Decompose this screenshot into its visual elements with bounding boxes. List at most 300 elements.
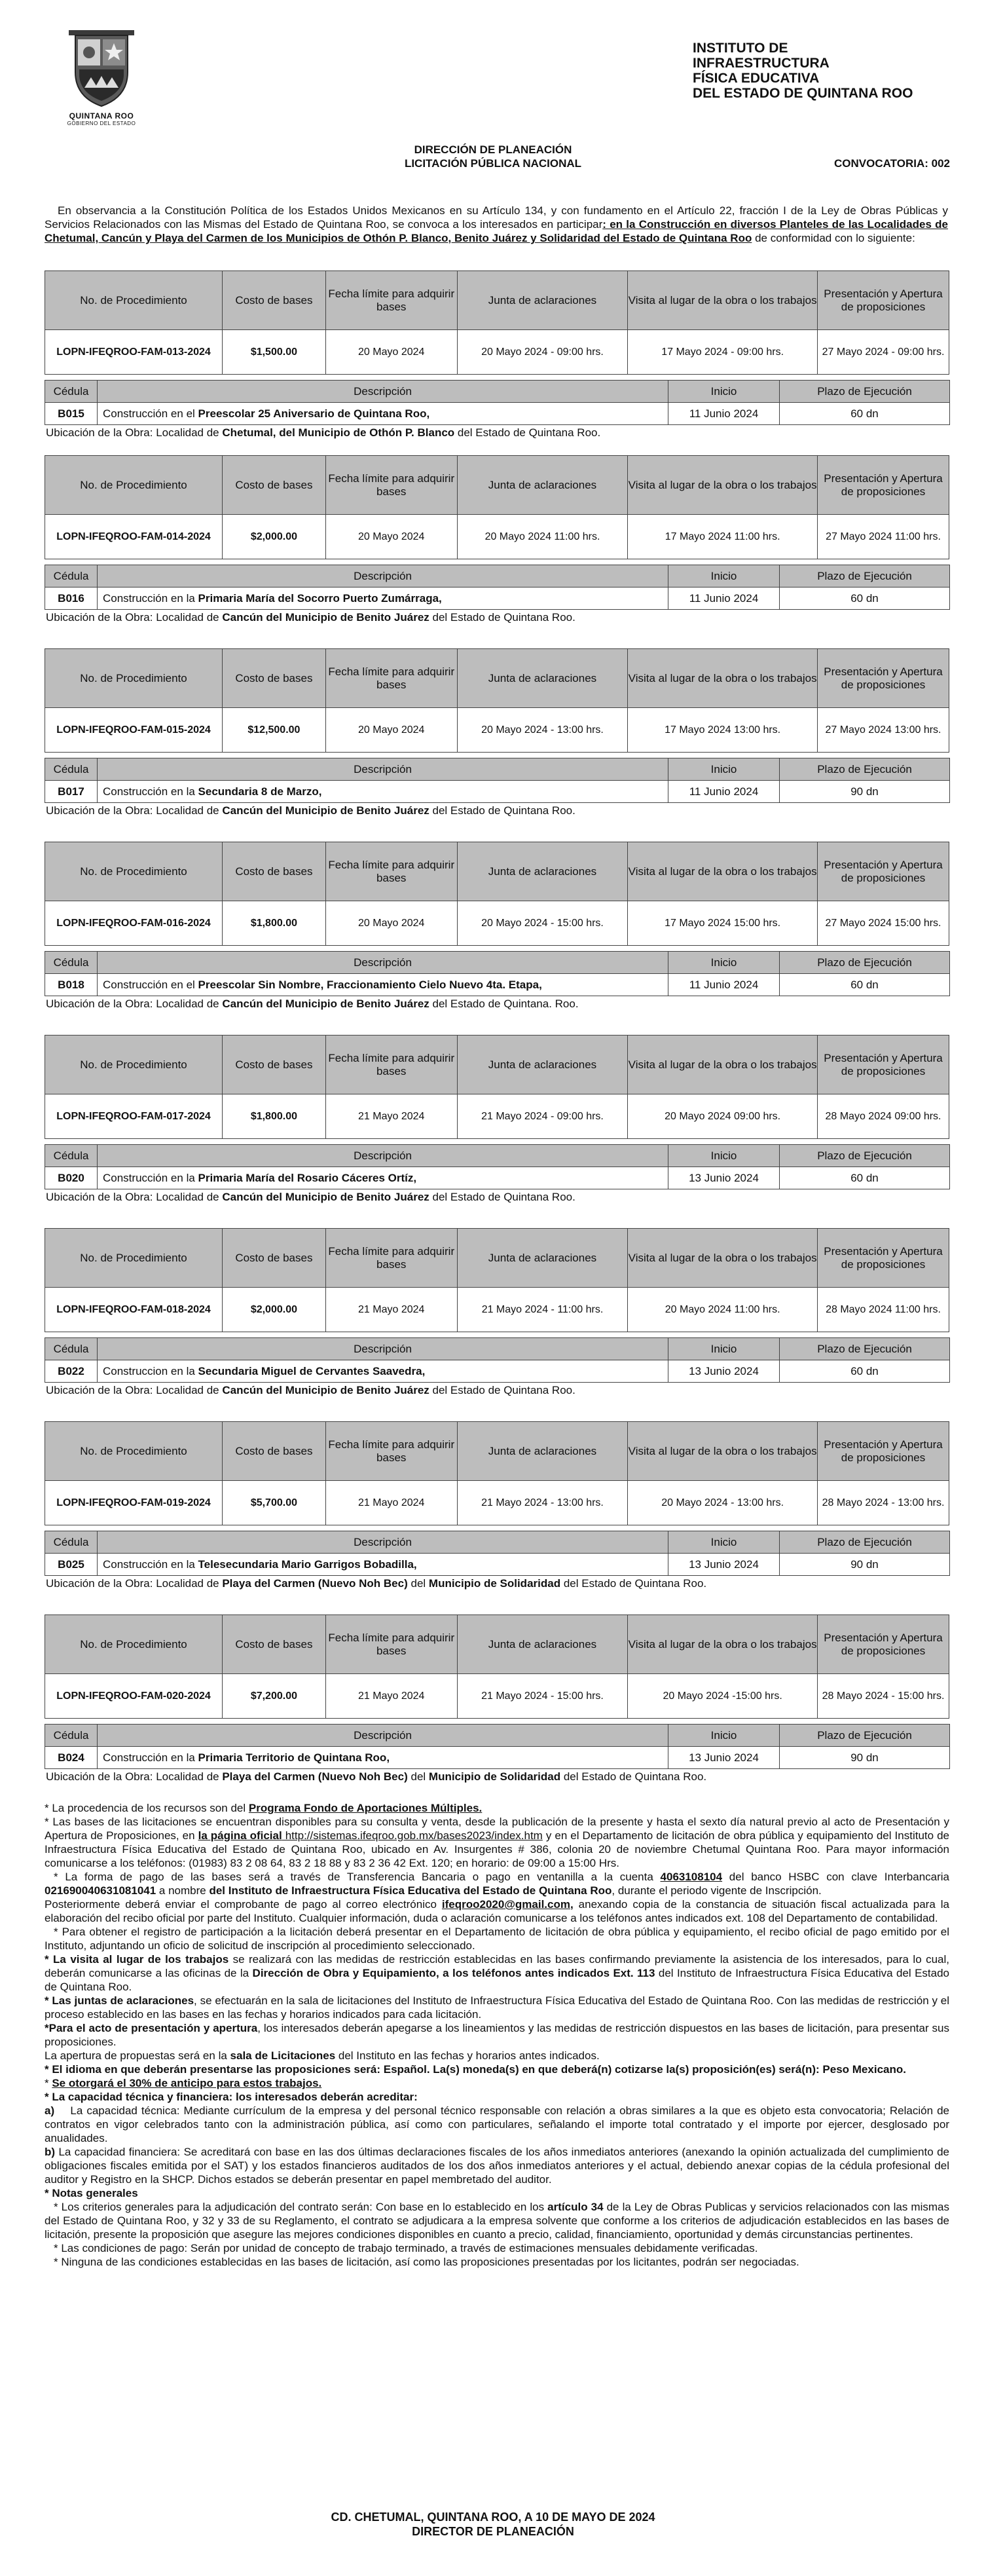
procedure-visit: 17 Mayo 2024 11:00 hrs. bbox=[628, 515, 818, 559]
cedula-table bbox=[45, 380, 950, 425]
procedure-deadline: 20 Mayo 2024 bbox=[325, 901, 457, 946]
procedure-deadline: 20 Mayo 2024 bbox=[325, 708, 457, 753]
header-cedula: Cédula bbox=[45, 381, 98, 403]
header-term: Plazo de Ejecución bbox=[780, 1725, 950, 1747]
procedure-code: LOPN-IFEQROO-FAM-020-2024 bbox=[45, 1674, 223, 1719]
header-visit: Visita al lugar de la obra o los trabajos bbox=[628, 649, 818, 708]
note-text: La capacidad financiera: Se acreditará con base en las dos últimas declaraciones fiscales de los años inmediatos anteriores (anexando la opinión actualizada del cumplimiento de obligaciones fiscales emitida por el SAT) y los estados financieros auditados de los dos años inmediatos anteriores y el actual, debiendo anexar copias de la cédula profesional del auditor y Registro en la SHCP. Dichos estados se deberán presentar en papel membretado del auditor. bbox=[45, 2146, 949, 2186]
header-description: Descripción bbox=[98, 565, 668, 588]
procedure-deadline: 21 Mayo 2024 bbox=[325, 1674, 457, 1719]
cedula-data-row bbox=[45, 781, 950, 803]
school-name: Preescolar 25 Aniversario de Quintana Roo, bbox=[198, 407, 430, 420]
cedula-code: B025 bbox=[45, 1554, 98, 1576]
work-description-text: Construcción en la bbox=[103, 1171, 198, 1184]
procedure-header-row bbox=[45, 456, 949, 515]
header-description: Descripción bbox=[98, 758, 668, 781]
header-start: Inicio bbox=[668, 758, 780, 781]
location-text-mid: del Estado de Quintana Roo. bbox=[429, 804, 575, 817]
header-procedure: No. de Procedimiento bbox=[45, 1229, 223, 1288]
cedula-header-row bbox=[45, 1531, 950, 1554]
school-name: Secundaria Miguel de Cervantes Saavedra, bbox=[198, 1364, 426, 1377]
bases-link[interactable]: http://sistemas.ifeqroo.gob.mx/bases2023/index.htm bbox=[282, 1829, 543, 1842]
location-text-end: del Estado de Quintana Roo. bbox=[560, 1770, 707, 1783]
procedure-header-row bbox=[45, 649, 949, 708]
location-text: Ubicación de la Obra: Localidad de bbox=[46, 1577, 223, 1590]
cedula-code: B022 bbox=[45, 1360, 98, 1383]
work-description bbox=[98, 403, 668, 425]
cedula-data-row bbox=[45, 1747, 950, 1769]
procedure-table bbox=[45, 1615, 949, 1719]
cedula-header-row bbox=[45, 758, 950, 781]
header-meeting: Junta de aclaraciones bbox=[457, 1229, 628, 1288]
header-start: Inicio bbox=[668, 381, 780, 403]
procedure-code: LOPN-IFEQROO-FAM-019-2024 bbox=[45, 1481, 223, 1525]
school-name: Primaria María del Socorro Puerto Zumárraga, bbox=[198, 591, 442, 605]
location-text: Ubicación de la Obra: Localidad de bbox=[46, 611, 223, 624]
work-location bbox=[45, 996, 949, 1012]
procedure-table bbox=[45, 1421, 949, 1525]
procedure-opening: 28 Mayo 2024 09:00 hrs. bbox=[818, 1094, 949, 1139]
place-date: CD. CHETUMAL, QUINTANA ROO, A 10 DE MAYO DE 2024 bbox=[331, 2511, 655, 2524]
cedula-header-row bbox=[45, 1725, 950, 1747]
cedula-data-row bbox=[45, 588, 950, 610]
procedure-block bbox=[45, 648, 949, 819]
header-cedula: Cédula bbox=[45, 1725, 98, 1747]
procedure-meeting: 20 Mayo 2024 - 13:00 hrs. bbox=[457, 708, 628, 753]
note-bold: Dirección de Obra y Equipamiento, a los teléfonos antes indicados Ext. 113 bbox=[252, 1967, 655, 1979]
procedure-meeting: 21 Mayo 2024 - 15:00 hrs. bbox=[457, 1674, 628, 1719]
work-location bbox=[45, 803, 949, 819]
signature-block bbox=[0, 2510, 986, 2539]
header-cost: Costo de bases bbox=[223, 1036, 326, 1094]
location-locality: Cancún del Municipio de Benito Juárez bbox=[222, 611, 429, 624]
note-text: del banco HSBC con clave Interbancaria bbox=[722, 1871, 949, 1883]
procedure-deadline: 21 Mayo 2024 bbox=[325, 1288, 457, 1332]
cedula-table bbox=[45, 1144, 950, 1189]
cedula-code: B018 bbox=[45, 974, 98, 996]
clabe-number: 021690040631081041 bbox=[45, 1884, 156, 1897]
procedure-data-row bbox=[45, 330, 949, 375]
location-locality: Cancún del Municipio de Benito Juárez bbox=[222, 998, 429, 1010]
note-text: y en el Departamento de licitación de obra pública y equipamiento del Instituto de Infraestructura Física Educativa del Estado de Quintana Roo, ubicado en Av. Insurgentes # 386, colonia 20 de noviembre Chetumal Quintana Roo. Para mayor información comunicarse a los teléfonos: (01983) 83 2 08 64, 83 2 18 88 y 83 2 36 42 Ext. 120; en horario: de 09:00 a 15:00 Hrs. bbox=[45, 1829, 950, 1869]
account-holder: del Instituto de Infraestructura Física Educativa del Estado de Quintana Roo bbox=[209, 1884, 612, 1897]
school-name: Secundaria 8 de Marzo, bbox=[198, 785, 322, 798]
header-meeting: Junta de aclaraciones bbox=[457, 1615, 628, 1674]
coat-of-arms-icon bbox=[62, 25, 141, 110]
procedure-visit: 17 Mayo 2024 13:00 hrs. bbox=[628, 708, 818, 753]
procedure-meeting: 20 Mayo 2024 11:00 hrs. bbox=[457, 515, 628, 559]
procedure-cost: $12,500.00 bbox=[223, 708, 326, 753]
procedure-data-row bbox=[45, 1481, 949, 1525]
header-visit: Visita al lugar de la obra o los trabajos bbox=[628, 271, 818, 330]
note-text: Posteriormente deberá enviar el comprobante de pago al correo electrónico bbox=[45, 1898, 442, 1911]
header-visit: Visita al lugar de la obra o los trabajos bbox=[628, 1036, 818, 1094]
logo-subtitle: GOBIERNO DEL ESTADO bbox=[67, 121, 136, 126]
header-visit: Visita al lugar de la obra o los trabajos bbox=[628, 1229, 818, 1288]
note-site-visit bbox=[45, 1952, 949, 1994]
location-text-mid: del Estado de Quintana Roo. bbox=[429, 1191, 575, 1203]
location-municipality: Municipio de Solidaridad bbox=[428, 1770, 561, 1783]
cedula-data-row bbox=[45, 1554, 950, 1576]
header-cost: Costo de bases bbox=[223, 1615, 326, 1674]
procedure-deadline: 21 Mayo 2024 bbox=[325, 1094, 457, 1139]
procedure-visit: 20 Mayo 2024 11:00 hrs. bbox=[628, 1288, 818, 1332]
header-term: Plazo de Ejecución bbox=[780, 565, 950, 588]
work-location bbox=[45, 1769, 949, 1785]
header-presentation: Presentación y Apertura de proposiciones bbox=[818, 1229, 949, 1288]
official-page-label: la página oficial bbox=[198, 1829, 282, 1842]
header-description: Descripción bbox=[98, 1531, 668, 1554]
cedula-table bbox=[45, 1531, 950, 1576]
intro-text-end: de conformidad con lo siguiente: bbox=[752, 232, 915, 244]
location-locality: Chetumal, del Municipio de Othón P. Blanco bbox=[222, 426, 455, 439]
location-text: Ubicación de la Obra: Localidad de bbox=[46, 1770, 223, 1783]
procedure-meeting: 21 Mayo 2024 - 11:00 hrs. bbox=[457, 1288, 628, 1332]
start-date: 11 Junio 2024 bbox=[668, 588, 780, 610]
start-date: 11 Junio 2024 bbox=[668, 403, 780, 425]
procedure-visit: 20 Mayo 2024 - 13:00 hrs. bbox=[628, 1481, 818, 1525]
procedure-meeting: 20 Mayo 2024 - 09:00 hrs. bbox=[457, 330, 628, 375]
location-text-mid: del Estado de Quintana Roo. bbox=[454, 426, 601, 439]
location-text: Ubicación de la Obra: Localidad de bbox=[46, 998, 223, 1010]
note-no-negotiation: * Ninguna de las condiciones establecidas en las bases de licitación, así como las proposiciones presentadas por los licitantes, podrán ser negociadas. bbox=[54, 2256, 799, 2268]
execution-term: 90 dn bbox=[780, 1554, 950, 1576]
header-procedure: No. de Procedimiento bbox=[45, 1615, 223, 1674]
cedula-header-row bbox=[45, 1338, 950, 1360]
procedure-block bbox=[45, 1421, 949, 1592]
procedure-data-row bbox=[45, 708, 949, 753]
cedula-code: B017 bbox=[45, 781, 98, 803]
note-text: * Las bases de las licitaciones se encuentran disponibles para su consulta y venta, desde la publicación de la presente y hasta el sexto día natural previo al acto de Presentación y Apertura de Proposiciones, en bbox=[45, 1816, 949, 1842]
call-number: CONVOCATORIA: 002 bbox=[834, 157, 950, 170]
procedure-table bbox=[45, 455, 949, 559]
cedula-code: B020 bbox=[45, 1167, 98, 1189]
procedure-header-row bbox=[45, 271, 949, 330]
procedure-opening: 28 Mayo 2024 - 13:00 hrs. bbox=[818, 1481, 949, 1525]
procedure-visit: 20 Mayo 2024 09:00 hrs. bbox=[628, 1094, 818, 1139]
procedure-opening: 28 Mayo 2024 11:00 hrs. bbox=[818, 1288, 949, 1332]
list-marker: b) bbox=[45, 2146, 56, 2158]
intro-object: : en la Construcción en diversos Planteles de las Localidades de Chetumal, Cancún y Playa del Carmen de los Municipios de Othón P. Blanco, Benito Juárez y Solidaridad del Estado de Quintana Roo bbox=[45, 218, 949, 244]
location-locality: Cancún del Municipio de Benito Juárez bbox=[222, 804, 429, 817]
start-date: 13 Junio 2024 bbox=[668, 1167, 780, 1189]
header-start: Inicio bbox=[668, 1531, 780, 1554]
procedure-deadline: 20 Mayo 2024 bbox=[325, 330, 457, 375]
header-term: Plazo de Ejecución bbox=[780, 1338, 950, 1360]
account-number: 4063108104 bbox=[660, 1871, 723, 1883]
procedure-header-row bbox=[45, 842, 949, 901]
school-name: Telesecundaria Mario Garrigos Bobadilla, bbox=[198, 1558, 417, 1571]
intro-text: En observancia a la Constitución Política de los Estados Unidos Mexicanos en su Artículo 134, y con fundamento en el Artículo 22, fracción I de la Ley de Obras Públicas y Servicios Relacionados con las Mismas del Estado de Quintana Roo, se convoca a los interesados en participar bbox=[45, 204, 948, 231]
location-text: Ubicación de la Obra: Localidad de bbox=[46, 1191, 223, 1203]
header-procedure: No. de Procedimiento bbox=[45, 456, 223, 515]
procedure-table bbox=[45, 648, 949, 753]
note-payment bbox=[45, 1870, 949, 1897]
header-deadline: Fecha límite para adquirir bases bbox=[325, 842, 457, 901]
note-language bbox=[45, 2063, 949, 2076]
location-text-mid: del bbox=[407, 1770, 429, 1783]
note-meetings bbox=[45, 1994, 949, 2021]
header-cost: Costo de bases bbox=[223, 271, 326, 330]
cedula-header-row bbox=[45, 565, 950, 588]
note-text: * Los criterios generales para la adjudicación del contrato serán: Con base en lo establecido en los bbox=[54, 2201, 548, 2213]
header-presentation: Presentación y Apertura de proposiciones bbox=[818, 649, 949, 708]
procedure-data-row bbox=[45, 1288, 949, 1332]
header-cedula: Cédula bbox=[45, 1338, 98, 1360]
header-deadline: Fecha límite para adquirir bases bbox=[325, 1036, 457, 1094]
header-term: Plazo de Ejecución bbox=[780, 1531, 950, 1554]
procedure-header-row bbox=[45, 1615, 949, 1674]
header-presentation: Presentación y Apertura de proposiciones bbox=[818, 842, 949, 901]
header-deadline: Fecha límite para adquirir bases bbox=[325, 1615, 457, 1674]
work-description bbox=[98, 781, 668, 803]
note-bold: *Para el acto de presentación y apertura bbox=[45, 2022, 258, 2034]
school-name: Preescolar Sin Nombre, Fraccionamiento Cielo Nuevo 4ta. Etapa, bbox=[198, 978, 542, 991]
location-locality: Playa del Carmen (Nuevo Noh Bec) bbox=[222, 1770, 408, 1783]
header-description: Descripción bbox=[98, 1725, 668, 1747]
note-bases bbox=[45, 1815, 949, 1870]
header-procedure: No. de Procedimiento bbox=[45, 1036, 223, 1094]
procedure-code: LOPN-IFEQROO-FAM-016-2024 bbox=[45, 901, 223, 946]
header-presentation: Presentación y Apertura de proposiciones bbox=[818, 271, 949, 330]
execution-term: 60 dn bbox=[780, 403, 950, 425]
work-description bbox=[98, 1360, 668, 1383]
note-text: , se efectuarán en la sala de licitaciones del Instituto de Infraestructura Física Educativa del Estado de Quintana Roo. Con las medidas de restricción y el proceso establecido en las bases en las fechas y horarios indicados para cada licitación. bbox=[45, 1994, 949, 2021]
cedula-code: B015 bbox=[45, 403, 98, 425]
procedure-code: LOPN-IFEQROO-FAM-013-2024 bbox=[45, 330, 223, 375]
procedure-table bbox=[45, 1228, 949, 1332]
header-meeting: Junta de aclaraciones bbox=[457, 271, 628, 330]
note-bold: * Las juntas de aclaraciones bbox=[45, 1994, 194, 2007]
header-visit: Visita al lugar de la obra o los trabajos bbox=[628, 1422, 818, 1481]
work-description-text: Construcción en la bbox=[103, 1558, 198, 1571]
header-visit: Visita al lugar de la obra o los trabajos bbox=[628, 1615, 818, 1674]
procedure-cost: $1,500.00 bbox=[223, 330, 326, 375]
header-start: Inicio bbox=[668, 1338, 780, 1360]
procedure-meeting: 21 Mayo 2024 - 13:00 hrs. bbox=[457, 1481, 628, 1525]
procedure-data-row bbox=[45, 901, 949, 946]
cedula-code: B024 bbox=[45, 1747, 98, 1769]
cedula-data-row bbox=[45, 1360, 950, 1383]
note-text: se realizará con las medidas de restricción establecidas en las bases confirmando previamente la asistencia de los interesados, para lo cual, deberán comunicarse a las oficinas de la bbox=[45, 1953, 949, 1979]
school-name: Primaria Territorio de Quintana Roo, bbox=[198, 1751, 390, 1764]
header-cost: Costo de bases bbox=[223, 1422, 326, 1481]
note-text: de la Ley de Obras Publicas y servicios relacionados con las mismas del Estado de Quintana Roo, y 32 y 33 de su Reglamento, el contrato se adjudicara a la empresa solvente que conforme a los criterios de adjudicación establecidos en las bases de licitación, presente la proposición que asegure las mejores condiciones disponibles en cuanto a precio, calidad, financiamiento, oportunidad y demás circunstancias pertinentes. bbox=[45, 2201, 949, 2241]
logo-name: QUINTANA ROO bbox=[69, 111, 134, 121]
location-text-mid: del Estado de Quintana. Roo. bbox=[429, 998, 579, 1010]
procedure-opening: 27 Mayo 2024 - 09:00 hrs. bbox=[818, 330, 949, 375]
procedure-block bbox=[45, 1228, 949, 1398]
cedula-header-row bbox=[45, 952, 950, 974]
cedula-data-row bbox=[45, 1167, 950, 1189]
execution-term: 90 dn bbox=[780, 1747, 950, 1769]
location-locality: Playa del Carmen (Nuevo Noh Bec) bbox=[222, 1577, 408, 1590]
execution-term: 60 dn bbox=[780, 974, 950, 996]
header-cedula: Cédula bbox=[45, 758, 98, 781]
advance-payment: Se otorgará el 30% de anticipo para estos trabajos. bbox=[52, 2077, 322, 2089]
tender-title: LICITACIÓN PÚBLICA NACIONAL bbox=[404, 157, 582, 170]
note-registration: * Para obtener el registro de participación a la licitación deberá presentar en el Departamento de licitación de obra pública y equipamiento, el recibo oficial de pago emitido por el Instituto, adjuntando un oficio de solicitud de inscripción al procedimiento seleccionado. bbox=[45, 1926, 949, 1952]
header-start: Inicio bbox=[668, 1145, 780, 1167]
header-term: Plazo de Ejecución bbox=[780, 1145, 950, 1167]
note-bold: * La capacidad técnica y financiera: los interesados deberán acreditar: bbox=[45, 2091, 418, 2103]
note-bold: * El idioma en que deberán presentarse las proposiciones será: Español. La(s) moneda(s) en que deberá(n) cotizarse la(s) proposición(es) será(n): Peso Mexicano. bbox=[45, 2063, 906, 2076]
header-cedula: Cédula bbox=[45, 565, 98, 588]
note-technical bbox=[45, 2104, 949, 2145]
procedure-block bbox=[45, 1035, 949, 1205]
note-text: La capacidad técnica: Mediante currículum de la empresa y del personal técnico responsable con relación a obras similares a la que es objeto esta convocatoria; Relación de contratos en vigor celebrados tanto con la administración pública, así como con particulares, señalando el importe total contratado y el importe por ejercer, desglosado por anualidades. bbox=[45, 2104, 949, 2144]
procedure-cost: $1,800.00 bbox=[223, 1094, 326, 1139]
header-cedula: Cédula bbox=[45, 1531, 98, 1554]
work-description bbox=[98, 588, 668, 610]
header-description: Descripción bbox=[98, 381, 668, 403]
cedula-code: B016 bbox=[45, 588, 98, 610]
work-description-text: Construcción en el bbox=[103, 407, 198, 420]
header-presentation: Presentación y Apertura de proposiciones bbox=[818, 1615, 949, 1674]
institute-line: FÍSICA EDUCATIVA bbox=[693, 71, 820, 86]
note-bold: sala de Licitaciones bbox=[230, 2049, 336, 2062]
header-deadline: Fecha límite para adquirir bases bbox=[325, 456, 457, 515]
work-location bbox=[45, 1383, 949, 1398]
procedure-header-row bbox=[45, 1229, 949, 1288]
header-deadline: Fecha límite para adquirir bases bbox=[325, 649, 457, 708]
header-deadline: Fecha límite para adquirir bases bbox=[325, 1229, 457, 1288]
work-description-text: Construcción en la bbox=[103, 1751, 198, 1764]
procedure-code: LOPN-IFEQROO-FAM-018-2024 bbox=[45, 1288, 223, 1332]
location-municipality: Municipio de Solidaridad bbox=[428, 1577, 561, 1590]
note-general bbox=[45, 2186, 949, 2200]
header-description: Descripción bbox=[98, 1338, 668, 1360]
note-payment-conditions: * Las condiciones de pago: Serán por unidad de concepto de trabajo terminado, a través de estimaciones mensuales debidamente verificadas. bbox=[54, 2242, 758, 2254]
note-receipt bbox=[45, 1897, 949, 1925]
procedure-meeting: 20 Mayo 2024 - 15:00 hrs. bbox=[457, 901, 628, 946]
work-location bbox=[45, 1576, 949, 1592]
work-location bbox=[45, 610, 949, 625]
header-term: Plazo de Ejecución bbox=[780, 952, 950, 974]
note-text: * La forma de pago de las bases será a través de Transferencia Bancaria o pago en ventanilla a la cuenta bbox=[54, 1871, 661, 1883]
note-bold: * Notas generales bbox=[45, 2187, 138, 2199]
procedure-cost: $2,000.00 bbox=[223, 1288, 326, 1332]
work-description-text: Construcción en el bbox=[103, 978, 198, 991]
note-bold: * La visita al lugar de los trabajos bbox=[45, 1953, 229, 1966]
location-text-end: del Estado de Quintana Roo. bbox=[560, 1577, 707, 1590]
institute-line: DEL ESTADO DE QUINTANA ROO bbox=[693, 86, 913, 101]
contact-email-link[interactable]: ifeqroo2020@gmail.com, bbox=[441, 1898, 574, 1911]
procedure-block bbox=[45, 1615, 949, 1785]
header-cedula: Cédula bbox=[45, 1145, 98, 1167]
header-description: Descripción bbox=[98, 952, 668, 974]
location-text: Ubicación de la Obra: Localidad de bbox=[46, 1384, 223, 1396]
procedure-opening: 28 Mayo 2024 - 15:00 hrs. bbox=[818, 1674, 949, 1719]
cedula-data-row bbox=[45, 974, 950, 996]
procedure-code: LOPN-IFEQROO-FAM-017-2024 bbox=[45, 1094, 223, 1139]
procedure-cost: $1,800.00 bbox=[223, 901, 326, 946]
location-text-mid: del Estado de Quintana Roo. bbox=[429, 611, 575, 624]
note-text: , durante el periodo vigente de Inscripción. bbox=[612, 1884, 822, 1897]
note-bold: artículo 34 bbox=[547, 2201, 604, 2213]
signer-title: DIRECTOR DE PLANEACIÓN bbox=[412, 2525, 574, 2538]
procedure-block bbox=[45, 455, 949, 625]
note-criteria bbox=[45, 2200, 949, 2241]
header-cedula: Cédula bbox=[45, 952, 98, 974]
header-deadline: Fecha límite para adquirir bases bbox=[325, 1422, 457, 1481]
procedure-deadline: 21 Mayo 2024 bbox=[325, 1481, 457, 1525]
work-description-text: Construccion en la bbox=[103, 1364, 198, 1377]
header-start: Inicio bbox=[668, 1725, 780, 1747]
cedula-table bbox=[45, 1724, 950, 1769]
note-text: del Instituto de Infraestructura Física Educativa del Estado de Quintana Roo. bbox=[45, 1967, 950, 1993]
header-term: Plazo de Ejecución bbox=[780, 758, 950, 781]
start-date: 13 Junio 2024 bbox=[668, 1554, 780, 1576]
note-financial bbox=[45, 2145, 949, 2186]
note-opening-room bbox=[45, 2049, 949, 2063]
header-procedure: No. de Procedimiento bbox=[45, 842, 223, 901]
work-description bbox=[98, 1554, 668, 1576]
work-description bbox=[98, 1167, 668, 1189]
start-date: 13 Junio 2024 bbox=[668, 1747, 780, 1769]
location-text: Ubicación de la Obra: Localidad de bbox=[46, 804, 223, 817]
note-text: del Instituto en las fechas y horarios antes indicados. bbox=[335, 2049, 600, 2062]
header-meeting: Junta de aclaraciones bbox=[457, 842, 628, 901]
execution-term: 60 dn bbox=[780, 1360, 950, 1383]
note-funds bbox=[45, 1801, 949, 1815]
header-presentation: Presentación y Apertura de proposiciones bbox=[818, 456, 949, 515]
procedure-cost: $2,000.00 bbox=[223, 515, 326, 559]
header-term: Plazo de Ejecución bbox=[780, 381, 950, 403]
header-visit: Visita al lugar de la obra o los trabajos bbox=[628, 456, 818, 515]
procedure-cost: $7,200.00 bbox=[223, 1674, 326, 1719]
header-presentation: Presentación y Apertura de proposiciones bbox=[818, 1422, 949, 1481]
location-text: Ubicación de la Obra: Localidad de bbox=[46, 426, 223, 439]
work-location bbox=[45, 1189, 949, 1205]
list-marker: a) bbox=[45, 2104, 55, 2117]
location-text-mid: del bbox=[407, 1577, 429, 1590]
institute-line: INSTITUTO DE bbox=[693, 41, 788, 56]
note-text: a nombre bbox=[156, 1884, 210, 1897]
procedure-header-row bbox=[45, 1422, 949, 1481]
procedure-meeting: 21 Mayo 2024 - 09:00 hrs. bbox=[457, 1094, 628, 1139]
header-cost: Costo de bases bbox=[223, 1229, 326, 1288]
header-meeting: Junta de aclaraciones bbox=[457, 456, 628, 515]
institute-name bbox=[693, 41, 941, 101]
cedula-data-row bbox=[45, 403, 950, 425]
location-text-mid: del Estado de Quintana Roo. bbox=[429, 1384, 575, 1396]
header-meeting: Junta de aclaraciones bbox=[457, 649, 628, 708]
note-capacity bbox=[45, 2090, 949, 2104]
intro-paragraph bbox=[45, 204, 948, 245]
header-start: Inicio bbox=[668, 565, 780, 588]
work-description bbox=[98, 1747, 668, 1769]
procedure-visit: 20 Mayo 2024 -15:00 hrs. bbox=[628, 1674, 818, 1719]
header-visit: Visita al lugar de la obra o los trabajos bbox=[628, 842, 818, 901]
note-text: La apertura de propuestas será en la bbox=[45, 2049, 230, 2062]
header-meeting: Junta de aclaraciones bbox=[457, 1036, 628, 1094]
procedure-data-row bbox=[45, 515, 949, 559]
note-text: anexando copia de la constancia de situación fiscal actualizada para la elaboración del recibo oficial por parte del Instituto. Cualquier información, duda o aclaración comunicarse a los teléfonos antes indicados ext. 108 del Departamento de contabilidad. bbox=[45, 1898, 949, 1924]
cedula-table bbox=[45, 758, 950, 803]
procedure-table bbox=[45, 842, 949, 946]
procedure-opening: 27 Mayo 2024 11:00 hrs. bbox=[818, 515, 949, 559]
note-text: * La procedencia de los recursos son del bbox=[45, 1802, 249, 1814]
note-opening bbox=[45, 2021, 949, 2049]
header-procedure: No. de Procedimiento bbox=[45, 271, 223, 330]
procedure-block bbox=[45, 842, 949, 1012]
procedure-table bbox=[45, 271, 949, 375]
procedure-data-row bbox=[45, 1674, 949, 1719]
notes-section bbox=[45, 1801, 949, 2269]
header-meeting: Junta de aclaraciones bbox=[457, 1422, 628, 1481]
state-logo bbox=[52, 25, 151, 143]
